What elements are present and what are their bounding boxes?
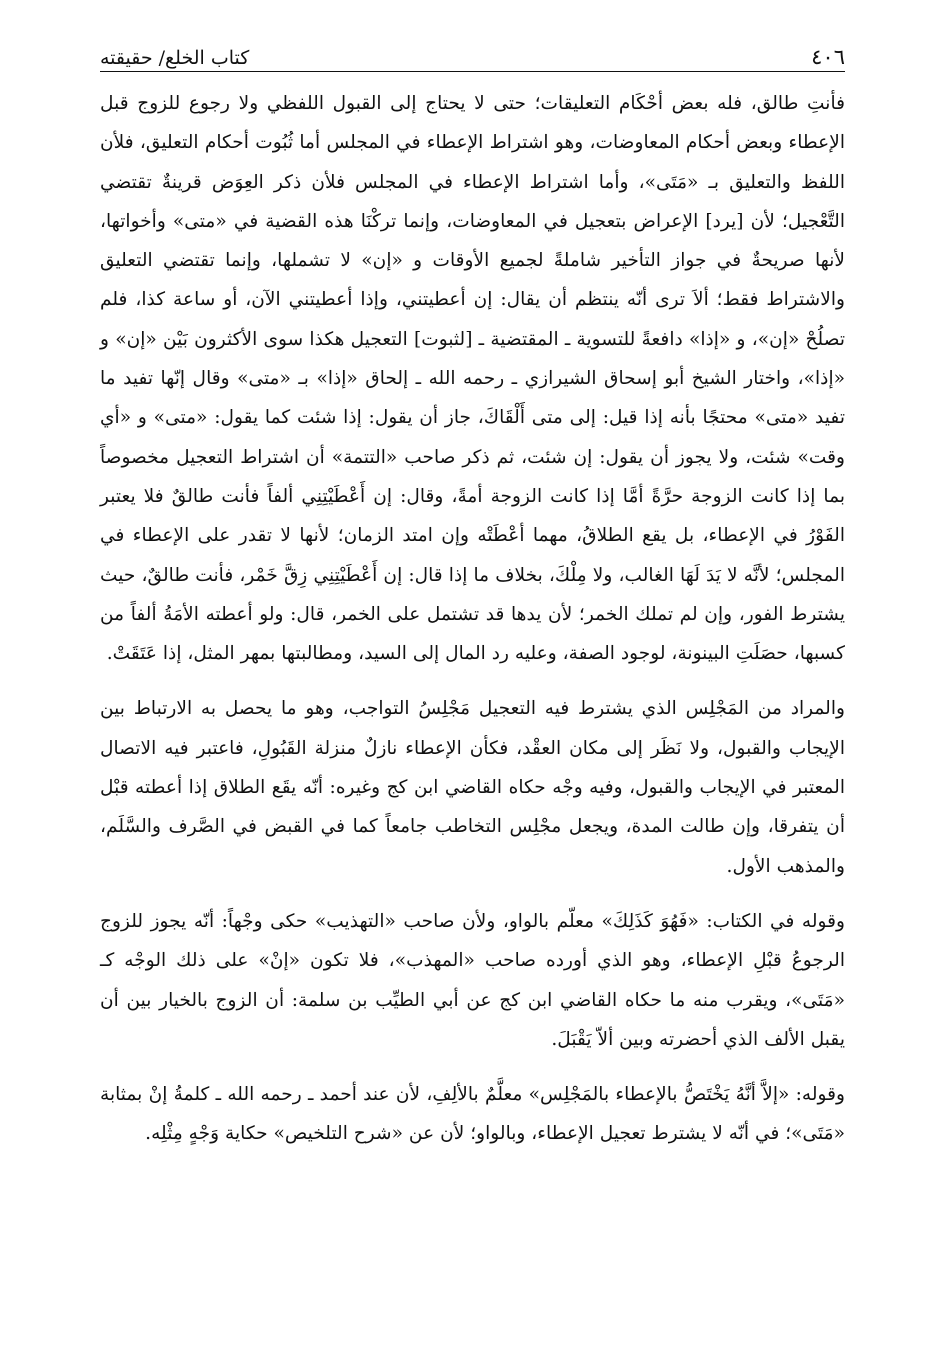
paragraph-3: وقوله في الكتاب: «فَهُوَ كَذَلِكَ» معلّم بالواو، ولأن صاحب «التهذيب» حكى وجْهاً: أنّه يجوز للزوج الرجوعُ قبْلِ الإعطاء، وهو الذي أورده صاحب «المهذب»، فلا تكون «إنْ» على ذلك الوجْه كـ «مَتَى»، ويقرب منه ما حكاه القاضي ابن كج عن أبي الطيِّب بن سلمة: أن الزوج بالخيار بين أن يقبل الألف الذي أحضرته وبين ألاّ يَقْبَلَ. bbox=[100, 910, 845, 1050]
page-number: ٤٠٦ bbox=[811, 45, 845, 69]
running-title: كتاب الخلع/ حقيقته bbox=[100, 47, 250, 69]
paragraph-4: وقوله: «إلاَّ أنَّهُ يَخْتَصُّ بالإعطاء بالمَجْلِس» معلَّمٌ بالألِفِ، لأن عند أحمد ـ رحمه الله ـ كلمةُ إنْ بمثابة «مَتَى»؛ في أنّه لا يشترط تعجيل الإعطاء، وبالواو؛ لأن عن «شرح التلخيص» حكاية وَجْهٍ مِثْلِه. bbox=[100, 1084, 845, 1145]
page-header bbox=[100, 33, 845, 72]
page-body bbox=[100, 84, 845, 1154]
paragraph-1: فأنتِ طالق، فله بعض أحْكَام التعليقات؛ حتى لا يحتاج إلى القبول اللفظي ولا رجوع للزوج قبل الإعطاء وبعض أحكام المعاوضات، وهو اشتراط الإعطاء في المجلس أما ثُبُوت أحكام التعليق، فلأن اللفظ والتعليق بـ «مَتَى»، وأما اشتراط الإعطاء في المجلس فلأن ذكر العِوَض قرينةٌ تقتضي التَّعْجيل؛ لأن [يرد] الإعراض بتعجيل في المعاوضات، وإنما تركْنَا هذه القضية في «متى» وأخواتها، لأنها صريحةٌ في جواز التأخير شاملةً لجميع الأوقات و «إن» لا تشملها، وإنما تقتضي التعليق والاشتراط فقط؛ ألاَ ترى أنّه ينتظم أن يقال: إن أعطيتني، وإذا أعطيتني الآن، أو ساعة كذا، فلم تصلُحْ «إن»، و «إذا» دافعةً للتسوية ـ المقتضية ـ [لثبوت] التعجيل هكذا سوى الأكثرون بَيْن «إن» و «إذا»، واختار الشيخ أبو إسحاق الشيرازي ـ رحمه الله ـ إلحاق «إذا» بـ «متى» وقال إنّها تفيد ما تفيد «متى» محتجًا بأنه إذا قيل: إلى متى أَلْقَاكَ، جاز أن يقول: إذا شئت كما يقول: «متى» و «أي وقت» شئت، ولا يجوز أن يقول: إن شئت، ثم ذكر صاحب «التتمة» أن اشتراط التعجيل مخصوصاً بما إذا كانت الزوجة حرَّةً أمَّا إذا كانت الزوجة أمةً، وقال: إن أَعْطَيْتِنِي ألفاً فأنت طالقٌ فلا يعتبر الفَوْرُ في الإعطاء، بل يقع الطلاقُ، مهما أعْطَتْه وإن امتد الزمان؛ لأنها لا تقدر على الإعطاء في المجلس؛ لأنَّه لا يَدَ لَهَا الغالب، ولا مِلْكَ، بخلاف ما إذا قال: إن أَعْطَيْتِنِي زِقَّ خَمْر، فأنت طالقٌ، حيث يشترط الفور، وإن لم تملك الخمر؛ لأن يدها قد تشتمل على الخمر، قال: ولو أعطته الأمَةُ ألفاً من كسبها، حصَلَتِ البينونة، لوجود الصفة، وعليه رد المال إلى السيد، ومطالبتها بمهر المثل، إذا عَتَقَتْ. bbox=[100, 93, 845, 665]
paragraph-2: والمراد من المَجْلِس الذي يشترط فيه التعجيل مَجْلِسُ التواجب، وهو ما يحصل به الارتباط بين الإيجاب والقبول، ولا نَظَر إلى مكان العقْد، فكأن الإعطاء نازلٌ منزلة القَبُولِ، فاعتبر فيه الاتصال المعتبر في الإيجاب والقبول، وفيه وجْه حكاه القاضي ابن كج وغيره: أنّه يقَع الطلاق إذا أعطته قبْل أن يتفرقا، وإن طالت المدة، ويجعل مجْلِس التخاطب جامعاً كما في القبض في الصَّرف والسَّلَم، والمذهب الأول. bbox=[100, 698, 845, 877]
